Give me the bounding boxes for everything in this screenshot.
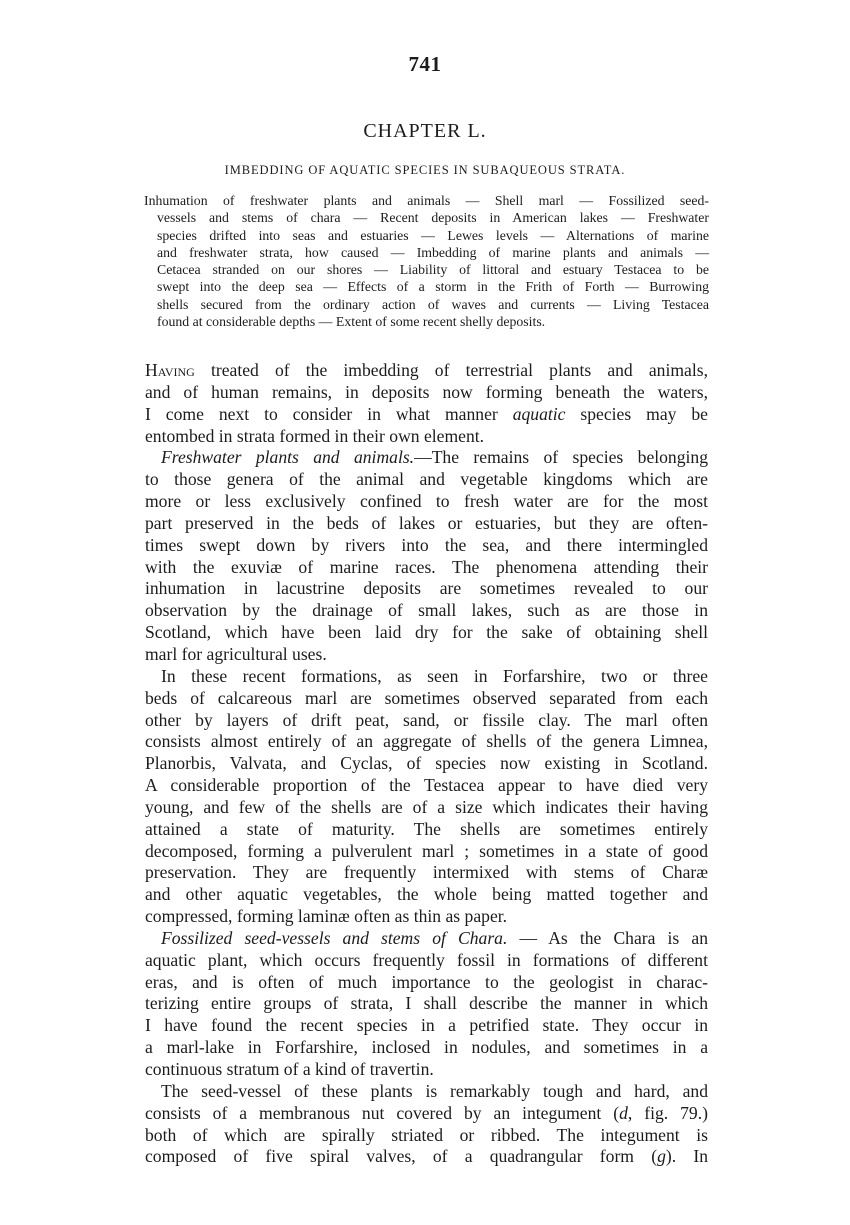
paragraph-line: both of which are spirally striated or ribbed. The integument is	[145, 1124, 708, 1145]
paragraph-line: composed of five spiral valves, of a quadrangular form (g). In	[145, 1146, 709, 1167]
paragraph-line: I come next to consider in what manner aquatic species may be	[145, 403, 708, 424]
paragraph-line: observation by the drainage of small lakes, such as are those in	[145, 600, 708, 621]
summary-line: species drifted into seas and estuaries — Lewes levels — Alternations of marine	[157, 227, 709, 243]
paragraph-line: terizing entire groups of strata, I shall describe the manner in which	[145, 993, 708, 1014]
paragraph-line: consists almost entirely of an aggregate of shells of the genera Limnea,	[145, 731, 708, 752]
paragraph-line: with the exuviæ of marine races. The phenomena attending their	[145, 556, 708, 577]
paragraph-line: and of human remains, in deposits now forming beneath the waters,	[145, 381, 708, 402]
paragraph-line: and other aquatic vegetables, the whole being matted together and	[145, 884, 708, 905]
body-text	[145, 360, 708, 1168]
paragraph-line: preservation. They are frequently intermixed with stems of Charæ	[145, 862, 708, 883]
summary-line: Inhumation of freshwater plants and animals — Shell marl — Fossilized seed-	[144, 193, 709, 208]
chapter-summary	[144, 192, 709, 330]
figure-reference-letter: g	[657, 1146, 666, 1167]
paragraph-line: aquatic plant, which occurs frequently fossil in formations of different	[145, 949, 708, 970]
paragraph-line: entombed in strata formed in their own element.	[145, 425, 485, 446]
paragraph-line: attained a state of maturity. The shells are sometimes entirely	[145, 818, 708, 839]
paragraph-line: The seed-vessel of these plants is remarkably tough and hard, and	[161, 1080, 708, 1101]
paragraph-line: other by layers of drift peat, sand, or fissile clay. The marl often	[145, 709, 708, 730]
paragraph-line: inhumation in lacustrine deposits are sometimes revealed to our	[145, 578, 708, 599]
section-heading: Freshwater plants and animals.	[161, 447, 415, 468]
paragraph-line: Fossilized seed-vessels and stems of Chara. — As the Chara is an	[161, 927, 708, 948]
paragraph-line: consists of a membranous nut covered by an integument (d, fig. 79.)	[145, 1102, 708, 1123]
summary-line: Cetacea stranded on our shores — Liability of littoral and estuary Testacea to be	[157, 262, 709, 278]
paragraph-line: Planorbis, Valvata, and Cyclas, of species now existing in Scotland.	[145, 753, 708, 774]
paragraph-line: young, and few of the shells are of a size which indicates their having	[145, 796, 708, 817]
paragraph-line: beds of calcareous marl are sometimes observed separated from each	[145, 687, 708, 708]
paragraph-line: A considerable proportion of the Testacea appear to have died very	[145, 775, 708, 796]
opening-word: Having	[145, 360, 195, 380]
summary-line: found at considerable depths — Extent of some recent shelly deposits.	[157, 314, 546, 330]
figure-reference-letter: d	[619, 1102, 628, 1123]
chapter-subtitle: IMBEDDING OF AQUATIC SPECIES IN SUBAQUEOUS STRATA.	[224, 163, 626, 177]
paragraph-line: Having treated of the imbedding of terrestrial plants and animals,	[145, 360, 708, 380]
paragraph-line: part preserved in the beds of lakes or estuaries, but they are often-	[145, 512, 708, 533]
summary-line: shells secured from the ordinary action of waves and currents — Living Testacea	[157, 296, 709, 312]
chapter-title: CHAPTER L.	[363, 120, 487, 142]
section-heading: Fossilized seed-vessels and stems of Chara.	[161, 927, 508, 948]
paragraph-line: Scotland, which have been laid dry for the sake of obtaining shell	[145, 622, 708, 643]
paragraph-line: more or less exclusively confined to fresh water are for the most	[145, 491, 708, 512]
paragraph-line: Freshwater plants and animals.—The remains of species belonging	[161, 447, 709, 468]
page-number: 741	[408, 52, 442, 76]
paragraph-line: a marl-lake in Forfarshire, inclosed in nodules, and sometimes in a	[145, 1037, 708, 1058]
paragraph-line: In these recent formations, as seen in Forfarshire, two or three	[161, 665, 708, 686]
paragraph-line: eras, and is often of much importance to the geologist in charac-	[145, 971, 708, 992]
paragraph-line: continuous stratum of a kind of travertin.	[145, 1059, 434, 1079]
summary-line: and freshwater strata, how caused — Imbedding of marine plants and animals —	[157, 244, 709, 260]
paragraph-line: times swept down by rivers into the sea, and there intermingled	[145, 534, 708, 555]
summary-line: swept into the deep sea — Effects of a storm in the Frith of Forth — Burrowing	[157, 279, 709, 295]
paragraph-line: marl for agricultural uses.	[145, 643, 327, 664]
paragraph-line: to those genera of the animal and vegetable kingdoms which are	[145, 469, 708, 490]
summary-line: vessels and stems of chara — Recent deposits in American lakes — Freshwater	[157, 210, 709, 226]
italic-term: aquatic	[512, 403, 566, 424]
paragraph-line: decomposed, forming a pulverulent marl ; sometimes in a state of good	[145, 840, 708, 861]
paragraph-line: compressed, forming laminæ often as thin as paper.	[145, 906, 508, 927]
paragraph-line: I have found the recent species in a petrified state. They occur in	[145, 1015, 708, 1036]
